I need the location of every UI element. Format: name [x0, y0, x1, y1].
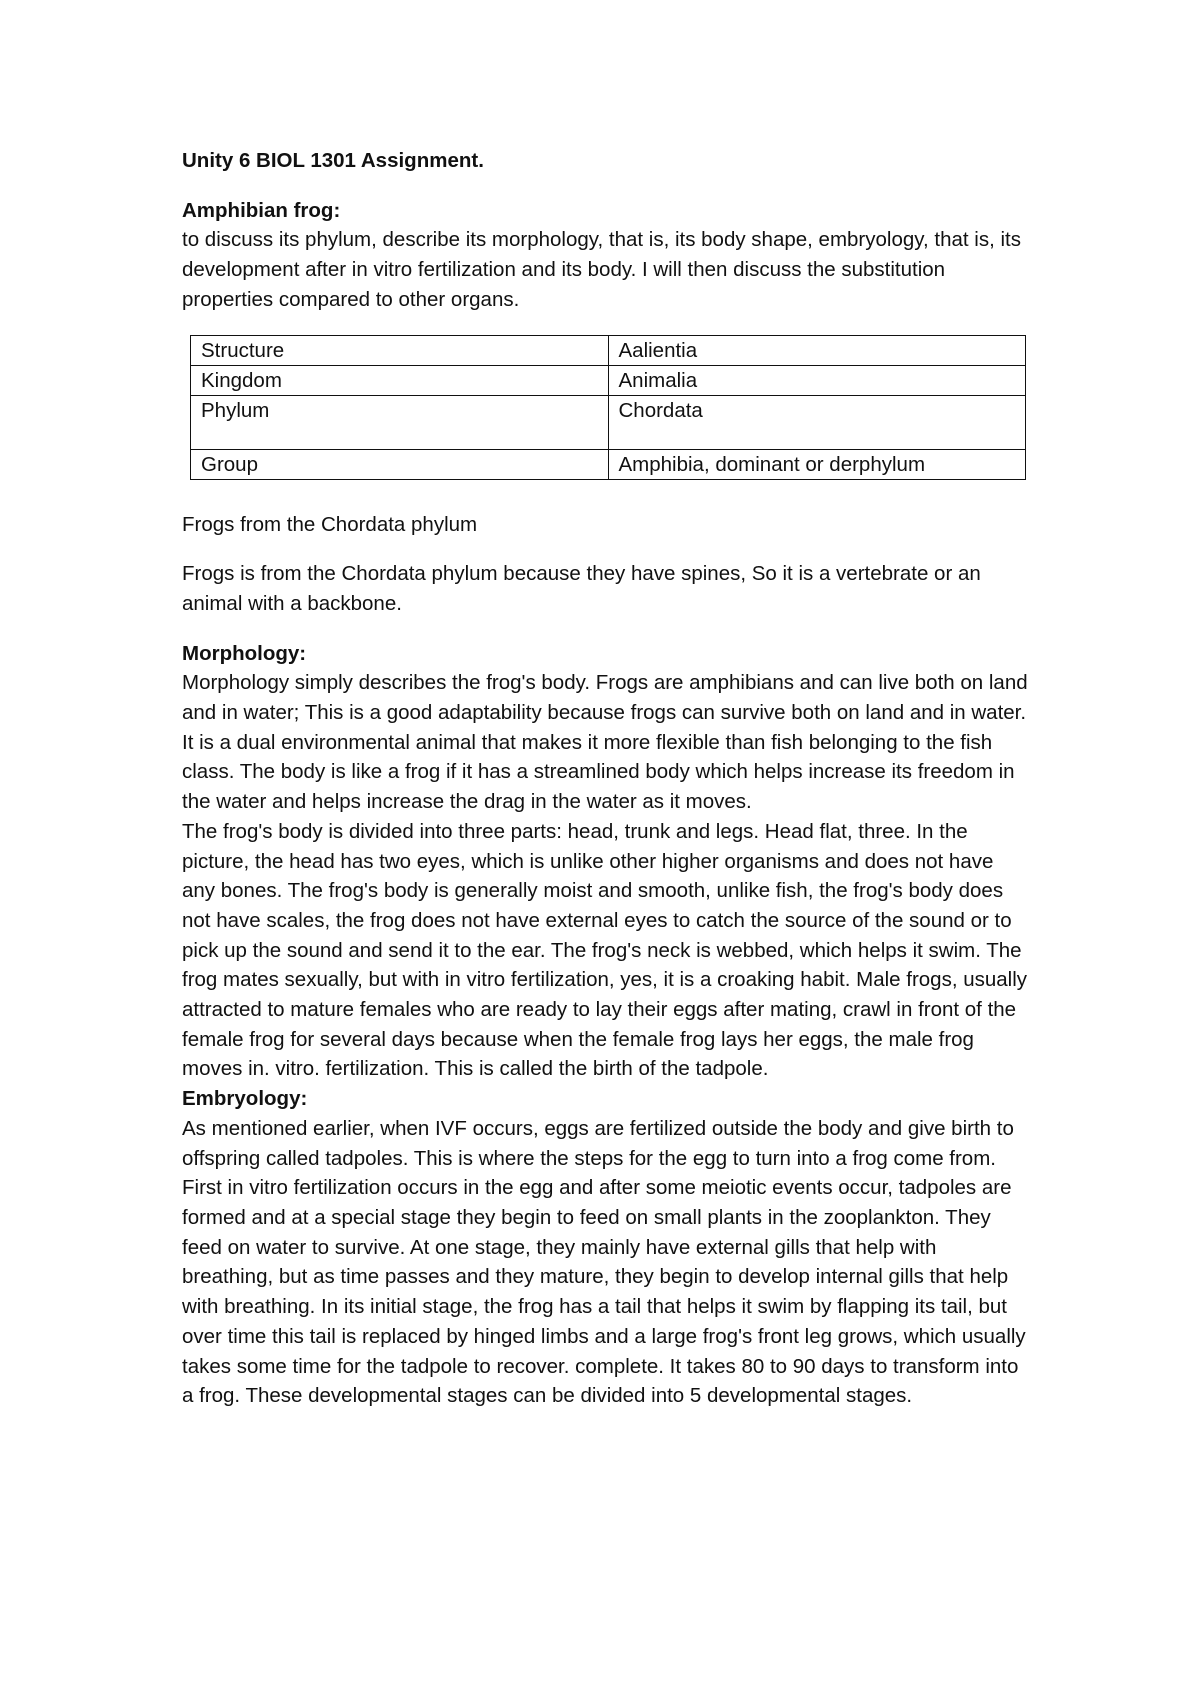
chordata-paragraph: Frogs is from the Chordata phylum because they have spines, So it is a vertebrate or an animal with a backbone.	[182, 562, 981, 615]
table-cell: Amphibia, dominant or derphylum	[608, 449, 1026, 479]
table-row	[191, 365, 1026, 395]
table-row	[191, 395, 1026, 449]
table-row	[191, 335, 1026, 365]
table-cell: Aalientia	[608, 335, 1026, 365]
taxonomy-table	[190, 335, 1026, 480]
table-cell: Kingdom	[191, 365, 609, 395]
embryology-paragraph: As mentioned earlier, when IVF occurs, eggs are fertilized outside the body and give birth to offspring called tadpoles. This is where the steps for the egg to turn into a frog come from. First in vitro fertilization occurs in the egg and after some meiotic events occur, tadpoles are formed and at a special stage they begin to feed on small plants in the zooplankton. They feed on water to survive. At one stage, they mainly have external gills that help with breathing, but as time passes and they mature, they begin to develop internal gills that help with breathing. In its initial stage, the frog has a tail that helps it swim by flapping its tail, but over time this tail is replaced by hinged limbs and a large frog's front leg grows, which usually takes some time for the tadpole to recover. complete. It takes 80 to 90 days to transform into a frog. These developmental stages can be divided into 5 developmental stages.	[182, 1116, 1026, 1408]
chordata-heading: Frogs from the Chordata phylum	[182, 512, 478, 536]
morphology-heading: Morphology:	[182, 641, 307, 665]
table-cell: Animalia	[608, 365, 1026, 395]
intro-paragraph: to discuss its phylum, describe its morphology, that is, its body shape, embryology, that is, its development after in vitro fertilization and its body. I will then discuss the substitution properties compared to other organs.	[182, 228, 1021, 311]
table-cell: Phylum	[191, 395, 609, 449]
table-cell: Structure	[191, 335, 609, 365]
intro-heading: Amphibian frog:	[182, 198, 341, 222]
document-title: Unity 6 BIOL 1301 Assignment.	[182, 149, 484, 172]
morphology-paragraph-2: The frog's body is divided into three parts: head, trunk and legs. Head flat, three. In the picture, the head has two eyes, which is unlike other higher organisms and does not have any bones. The frog's body is generally moist and smooth, unlike fish, the frog's body does not have scales, the frog does not have external eyes to catch the source of the sound or to pick up the sound and send it to the ear. The frog's neck is webbed, which helps it swim. The frog mates sexually, but with in vitro fertilization, yes, it is a croaking habit. Male frogs, usually attracted to mature females who are ready to lay their eggs after mating, crawl in front of the female frog for several days because when the female frog lays her eggs, the male frog moves in. vitro. fertilization. This is called the birth of the tadpole.	[182, 819, 1028, 1081]
table-cell: Group	[191, 449, 609, 479]
morphology-paragraph-1: Morphology simply describes the frog's body. Frogs are amphibians and can live both on land and in water; This is a good adaptability because frogs can survive both on land and in water. It is a dual environmental animal that makes it more flexible than fish belonging to the fish class. The body is like a frog if it has a streamlined body which helps increase its freedom in the water and helps increase the drag in the water as it moves.	[182, 671, 1028, 814]
table-row	[191, 449, 1026, 479]
document-page	[182, 146, 1032, 1411]
embryology-heading: Embryology:	[182, 1087, 308, 1111]
table-cell: Chordata	[608, 395, 1026, 449]
